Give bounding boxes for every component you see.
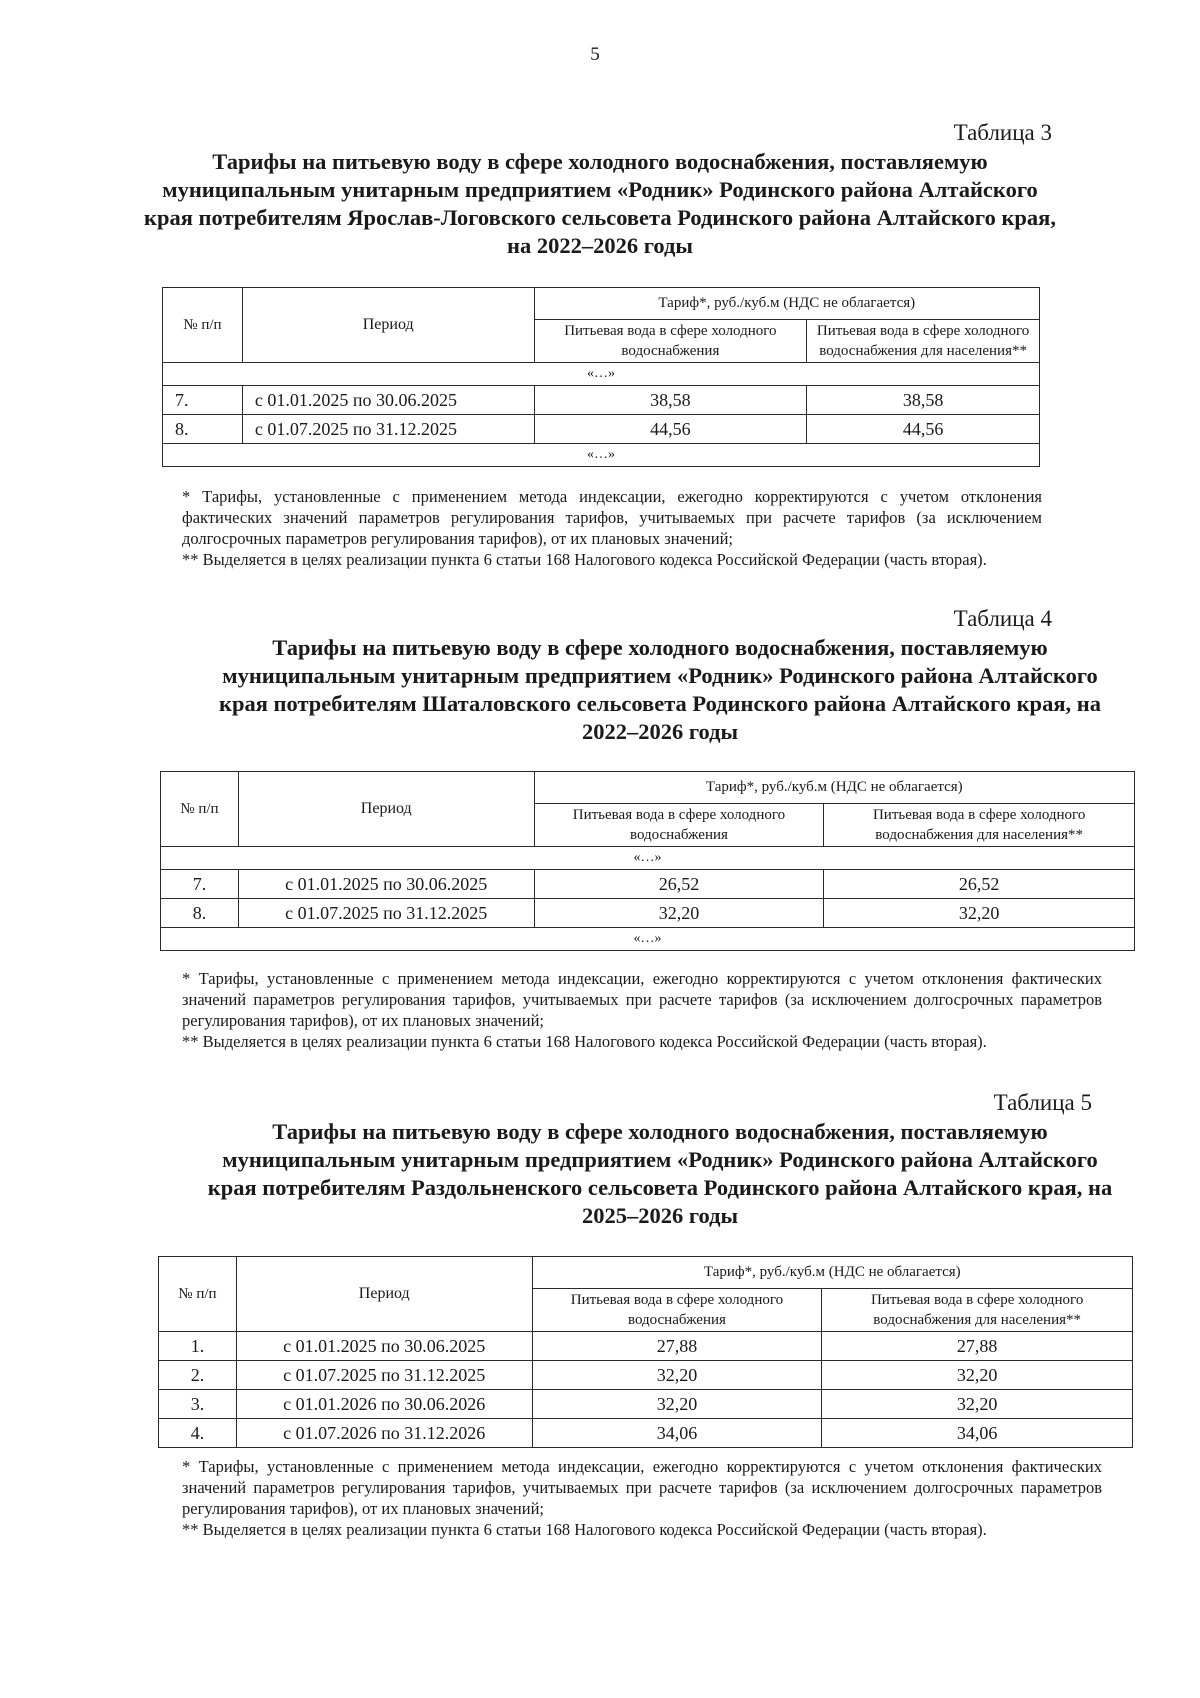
- footnote-1: * Тарифы, установленные с применением метода индексации, ежегодно корректируются с учетом отклонения фактических значений параметров регулирования тарифов, учитываемых при расчете тарифов (за исключением долгосрочных параметров регулирования тарифов), от их плановых значений;: [182, 969, 1102, 1030]
- row-value-2: 38,58: [807, 386, 1040, 415]
- row-value-2: 32,20: [822, 1390, 1133, 1419]
- row-value-1: 32,20: [534, 899, 824, 928]
- row-period: с 01.01.2025 по 30.06.2025: [242, 386, 534, 415]
- col1-header: Питьевая вода в сфере холодного водоснабжения: [532, 1289, 822, 1332]
- ellipsis-row: «…»: [163, 444, 1040, 467]
- col2-header: Питьевая вода в сфере холодного водоснабжения для населения**: [807, 320, 1040, 363]
- row-number: 8.: [161, 899, 239, 928]
- row-period: с 01.07.2025 по 31.12.2025: [236, 1361, 532, 1390]
- footnotes: [160, 968, 1102, 1052]
- table-row: [159, 1332, 1133, 1361]
- col2-header: Питьевая вода в сфере холодного водоснабжения для населения**: [824, 804, 1135, 847]
- tariff-table: [158, 1256, 1133, 1448]
- no-header: № п/п: [163, 288, 243, 363]
- row-number: 4.: [159, 1419, 237, 1448]
- tariff-table: [160, 771, 1135, 951]
- row-number: 7.: [163, 386, 243, 415]
- page-number: 5: [590, 44, 600, 65]
- row-period: с 01.01.2026 по 30.06.2026: [236, 1390, 532, 1419]
- tariff-header: Тариф*, руб./куб.м (НДС не облагается): [534, 288, 1039, 320]
- table-label: Таблица 3: [953, 120, 1052, 145]
- row-value-2: 26,52: [824, 870, 1135, 899]
- ellipsis-row: «…»: [163, 363, 1040, 386]
- row-number: 8.: [163, 415, 243, 444]
- table-title: Тарифы на питьевую воду в сфере холодного водоснабжения, поставляемую муниципальным унитарным предприятием «Родник» Родинского района Алтайского края потребителям Раздольненского сельсовета Родинского района Алтайского края, на 2025–2026 годы: [207, 1119, 1113, 1228]
- period-header: Период: [236, 1257, 532, 1332]
- tariff-header: Тариф*, руб./куб.м (НДС не облагается): [534, 772, 1134, 804]
- row-period: с 01.01.2025 по 30.06.2025: [236, 1332, 532, 1361]
- table-title: Тарифы на питьевую воду в сфере холодного водоснабжения, поставляемую муниципальным унитарным предприятием «Родник» Родинского района Алтайского края потребителям Ярослав-Логовского сельсовета Родинского района Алтайского края, на 2022–2026 годы: [144, 149, 1056, 258]
- period-header: Период: [242, 288, 534, 363]
- row-value-1: 44,56: [534, 415, 807, 444]
- no-header: № п/п: [161, 772, 239, 847]
- row-number: 2.: [159, 1361, 237, 1390]
- footnote-1: * Тарифы, установленные с применением метода индексации, ежегодно корректируются с учетом отклонения фактических значений параметров регулирования тарифов, учитываемых при расчете тарифов (за исключением долгосрочных параметров регулирования тарифов), от их плановых значений;: [182, 1457, 1102, 1518]
- col1-header: Питьевая вода в сфере холодного водоснабжения: [534, 804, 824, 847]
- table-label: Таблица 4: [953, 606, 1052, 631]
- row-period: с 01.07.2026 по 31.12.2026: [236, 1419, 532, 1448]
- period-header: Период: [238, 772, 534, 847]
- row-period: с 01.07.2025 по 31.12.2025: [238, 899, 534, 928]
- row-value-1: 27,88: [532, 1332, 822, 1361]
- ellipsis-row: «…»: [161, 928, 1135, 951]
- table-title: Тарифы на питьевую воду в сфере холодного водоснабжения, поставляемую муниципальным унитарным предприятием «Родник» Родинского района Алтайского края потребителям Шаталовского сельсовета Родинского района Алтайского края, на 2022–2026 годы: [219, 635, 1101, 744]
- no-header: № п/п: [159, 1257, 237, 1332]
- row-period: с 01.01.2025 по 30.06.2025: [238, 870, 534, 899]
- tariff-table: [162, 287, 1040, 467]
- row-value-2: 32,20: [822, 1361, 1133, 1390]
- table-row: [159, 1390, 1133, 1419]
- col1-header: Питьевая вода в сфере холодного водоснабжения: [534, 320, 807, 363]
- row-value-2: 34,06: [822, 1419, 1133, 1448]
- col2-header: Питьевая вода в сфере холодного водоснабжения для населения**: [822, 1289, 1133, 1332]
- row-value-1: 38,58: [534, 386, 807, 415]
- footnotes: [160, 1456, 1102, 1540]
- footnote-2: ** Выделяется в целях реализации пункта 6 статьи 168 Налогового кодекса Российской Федерации (часть вторая).: [182, 1520, 987, 1539]
- table-row: [161, 899, 1135, 928]
- row-value-2: 32,20: [824, 899, 1135, 928]
- row-value-1: 32,20: [532, 1390, 822, 1419]
- table-row: [163, 386, 1040, 415]
- footnotes: [160, 486, 1042, 570]
- row-number: 3.: [159, 1390, 237, 1419]
- row-period: с 01.07.2025 по 31.12.2025: [242, 415, 534, 444]
- row-value-1: 32,20: [532, 1361, 822, 1390]
- row-value-2: 44,56: [807, 415, 1040, 444]
- row-number: 1.: [159, 1332, 237, 1361]
- table-label: Таблица 5: [993, 1090, 1092, 1115]
- row-value-2: 27,88: [822, 1332, 1133, 1361]
- tariff-header: Тариф*, руб./куб.м (НДС не облагается): [532, 1257, 1132, 1289]
- row-number: 7.: [161, 870, 239, 899]
- row-value-1: 26,52: [534, 870, 824, 899]
- table-row: [159, 1361, 1133, 1390]
- table-row: [163, 415, 1040, 444]
- table-row: [161, 870, 1135, 899]
- ellipsis-row: «…»: [161, 847, 1135, 870]
- footnote-2: ** Выделяется в целях реализации пункта 6 статьи 168 Налогового кодекса Российской Федерации (часть вторая).: [182, 550, 987, 569]
- footnote-2: ** Выделяется в целях реализации пункта 6 статьи 168 Налогового кодекса Российской Федерации (часть вторая).: [182, 1032, 987, 1051]
- row-value-1: 34,06: [532, 1419, 822, 1448]
- table-row: [159, 1419, 1133, 1448]
- footnote-1: * Тарифы, установленные с применением метода индексации, ежегодно корректируются с учетом отклонения фактических значений параметров регулирования тарифов, учитываемых при расчете тарифов (за исключением долгосрочных параметров регулирования тарифов), от их плановых значений;: [182, 487, 1042, 548]
